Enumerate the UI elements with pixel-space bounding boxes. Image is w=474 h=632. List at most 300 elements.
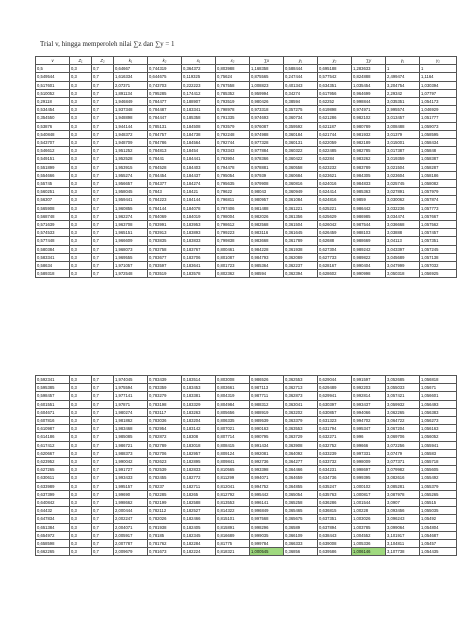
table-cell: 0,781938 (148, 523, 182, 531)
table-cell: 1,948898 (114, 114, 148, 122)
table-cell: 0,7 (92, 163, 114, 171)
table-cell: 0,3 (70, 400, 92, 408)
table-cell: 1,948372 (114, 130, 148, 138)
table-cell: 1,953915 (114, 163, 148, 171)
table-cell: 1,057138 (420, 253, 457, 261)
table-cell: 0,783359 (148, 384, 182, 392)
table-cell: 1,891134 (114, 89, 148, 97)
table-cell: 0,805656 (216, 408, 250, 416)
table-cell: 0,361221 (284, 204, 318, 212)
table-cell: 1,05457 (420, 540, 457, 548)
table-cell: 0,183341 (182, 106, 216, 114)
table-row (36, 540, 457, 548)
table-cell: 1,990042 (114, 458, 148, 466)
table-cell: 0,7 (92, 65, 114, 73)
table-cell: 0,7 (92, 262, 114, 270)
table-cell: 0,630611 (36, 474, 70, 482)
table-cell: 0,784377 (148, 180, 182, 188)
table-cell: 1,008823 (250, 81, 284, 89)
table-cell: 3,067204 (386, 425, 420, 433)
table-cell: 0,3 (70, 490, 92, 498)
table-cell: 0,798612 (216, 221, 250, 229)
table-cell: 1,051777 (420, 114, 457, 122)
table-cell: 0,633732 (318, 458, 352, 466)
table-cell: 0,783597 (148, 262, 182, 270)
table-cell: 0,807021 (216, 425, 250, 433)
table-cell: 0,3 (70, 130, 92, 138)
table-cell: 1,283633 (352, 65, 386, 73)
table-cell: 3,021504 (386, 163, 420, 171)
table-cell: 0,985364 (250, 262, 284, 270)
table-cell: 0,792744 (216, 139, 250, 147)
table-cell: 0,987711 (250, 392, 284, 400)
table-cell: 1 (420, 65, 457, 73)
table-cell: 0,580384 (36, 245, 70, 253)
table-cell: 1,944144 (114, 122, 148, 130)
table-cell: 1,991727 (114, 466, 148, 474)
column-header: x₂ (216, 57, 250, 65)
table-row (36, 499, 457, 507)
table-cell: 0,630397 (318, 400, 352, 408)
table-cell: 1 (386, 65, 420, 73)
table-cell: 0,623952 (36, 458, 70, 466)
table-cell: 0,795054 (216, 171, 250, 179)
table-cell: 0,3 (70, 466, 92, 474)
table-cell: 0,362873 (284, 392, 318, 400)
table-cell: 0,639008 (318, 540, 352, 548)
table-row (36, 171, 457, 179)
column-header: v (36, 57, 70, 65)
table-cell: 1,000102 (352, 482, 386, 490)
table-cell: 0,7 (92, 204, 114, 212)
table-cell: 1,959441 (114, 196, 148, 204)
table-row (36, 433, 457, 441)
table-cell: 0,815101 (216, 515, 250, 523)
table-row (36, 270, 457, 278)
table-cell: 0,3 (70, 253, 92, 261)
table-cell: 0,983262 (352, 155, 386, 163)
table-row (36, 245, 457, 253)
table-cell: 0,182224 (182, 548, 216, 556)
table-cell: 0,99666 (352, 441, 386, 449)
column-header: Z₁ (70, 57, 92, 65)
table-cell: 0,785131 (148, 122, 182, 130)
table-cell: 1,975594 (114, 384, 148, 392)
table-cell: 3,072256 (386, 441, 420, 449)
column-header: ∑y (352, 57, 386, 65)
table-cell: 1,960855 (114, 204, 148, 212)
table-cell: 0,996141 (250, 499, 284, 507)
table-cell: 3,082616 (386, 474, 420, 482)
table-cell: 1,168358 (250, 65, 284, 73)
table-cell: 0,184019 (182, 212, 216, 220)
table-cell: 0,992081 (250, 449, 284, 457)
table-cell: 0,3 (70, 221, 92, 229)
table-cell: 1,057245 (420, 245, 457, 253)
table-cell: 0,7 (92, 466, 114, 474)
table-cell: 0,183514 (182, 376, 216, 384)
table-cell: 0,988669 (352, 237, 386, 245)
table-row (36, 147, 457, 155)
table-cell: 0,183381 (182, 392, 216, 400)
table-cell: 0,998296 (250, 523, 284, 531)
table-cell: 0,7 (92, 548, 114, 556)
table-cell: 0,364277 (284, 458, 318, 466)
table-cell: 0,783913 (148, 229, 182, 237)
table-cell: 0,182345 (182, 531, 216, 539)
table-cell: 0,7 (92, 458, 114, 466)
table-cell: 0,782112 (148, 507, 182, 515)
table-cell: 1,057874 (420, 196, 457, 204)
table-cell: 1,97871 (114, 400, 148, 408)
table-cell: 0,7 (92, 376, 114, 384)
table-cell: 0,361084 (284, 196, 318, 204)
table-cell: 0,364855 (284, 482, 318, 490)
table-row (36, 139, 457, 147)
table-cell: 0,183706 (182, 253, 216, 261)
table-cell: 0,365054 (284, 490, 318, 498)
table-cell: 0,362237 (284, 262, 318, 270)
table-cell: 0,617412 (36, 441, 70, 449)
table-cell: 0,182895 (182, 458, 216, 466)
table-cell: 0,182772 (182, 474, 216, 482)
table-cell: 0,815891 (216, 523, 250, 531)
table-cell: 0,183329 (182, 400, 216, 408)
table-cell: 3,030062 (386, 196, 420, 204)
table-cell: 0,977328 (250, 139, 284, 147)
table-cell: 0,824888 (352, 73, 386, 81)
table-cell: 1,616334 (114, 73, 148, 81)
table-cell: 0,992203 (352, 384, 386, 392)
table-row (36, 122, 457, 130)
table-cell: 0,621187 (318, 122, 352, 130)
table-cell: 0,183204 (182, 417, 216, 425)
table-cell: 0,182284 (182, 540, 216, 548)
table-cell: 0,34274 (284, 89, 318, 97)
table-cell: 0,635247 (318, 482, 352, 490)
table-cell: 0,3 (70, 540, 92, 548)
table-cell: 3,015001 (386, 139, 420, 147)
table-cell: 0,362553 (284, 376, 318, 384)
table-row (36, 408, 457, 416)
table-cell: 0,7843 (148, 188, 182, 196)
table-cell: 0,783198 (148, 400, 182, 408)
table-cell: 0,629489 (318, 384, 352, 392)
table-cell: 0,7 (92, 114, 114, 122)
table-cell: 1,983468 (114, 425, 148, 433)
table-cell: 1,056273 (420, 417, 457, 425)
table-cell: 0,7 (92, 147, 114, 155)
table-cell: 0,3 (70, 180, 92, 188)
table-cell: 0,988919 (250, 408, 284, 416)
table-cell: 0,7 (92, 523, 114, 531)
table-cell: 1,971057 (114, 262, 148, 270)
table-cell: 2,29342 (386, 89, 420, 97)
table-cell: 1,054435 (420, 548, 457, 556)
table-cell: 1,003785 (352, 523, 386, 531)
table-row (36, 221, 457, 229)
table-cell: 3,036668 (386, 221, 420, 229)
table-cell: 3,085281 (386, 482, 420, 490)
table-row (36, 163, 457, 171)
table-cell: 0,986985 (352, 212, 386, 220)
table-cell: 0,3 (70, 270, 92, 278)
table-cell: 1,974045 (114, 376, 148, 384)
table-cell: 0,38594 (284, 98, 318, 106)
table-row (36, 474, 457, 482)
table-cell: 0,3 (70, 147, 92, 155)
table-cell: 3,059932 (386, 400, 420, 408)
table-cell: 0,3 (70, 122, 92, 130)
table-cell: 0,354550 (36, 114, 70, 122)
table-cell: 0,7 (92, 106, 114, 114)
table-cell: 0,783991 (148, 221, 182, 229)
table-cell: 0,361504 (284, 221, 318, 229)
table-cell: 0,588444 (284, 65, 318, 73)
table-cell: 3,008488 (386, 122, 420, 130)
table-cell: 0,7 (92, 384, 114, 392)
table-cell: 0,795285 (148, 89, 182, 97)
table-cell: 0,184437 (182, 171, 216, 179)
table-cell: 0,549151 (36, 155, 70, 163)
table-cell: 0,626459 (318, 229, 352, 237)
table-cell: 1,058434 (420, 139, 457, 147)
table-cell: 0,794478 (216, 163, 250, 171)
table-cell: 0,3 (70, 474, 92, 482)
table-cell: 0,793904 (216, 155, 250, 163)
table-row (36, 65, 457, 73)
table-cell: 0,783439 (148, 376, 182, 384)
table-cell: 1,05515 (420, 499, 457, 507)
table-cell: 0,7 (92, 270, 114, 278)
table-cell: 2,004071 (114, 523, 148, 531)
table-cell: 0,784477 (148, 98, 182, 106)
table-cell: 0,183142 (182, 425, 216, 433)
table-cell: 1,981862 (114, 417, 148, 425)
table-cell: 0,3 (70, 204, 92, 212)
table-cell: 0,64667 (114, 65, 148, 73)
table-cell: 0,78185 (148, 531, 182, 539)
table-cell: 0,637894 (318, 523, 352, 531)
table-cell: 3,069706 (386, 433, 420, 441)
table-cell: 0,3 (70, 229, 92, 237)
table-cell: 1,968073 (114, 245, 148, 253)
table-cell: 0,3 (70, 507, 92, 515)
table-cell: 0,9859 (352, 196, 386, 204)
table-cell: 0,247444 (284, 73, 318, 81)
table-cell: 1,995157 (114, 482, 148, 490)
table-row (36, 98, 457, 106)
table-cell: 0,781762 (148, 540, 182, 548)
table-cell: 0,3 (70, 155, 92, 163)
table-cell: 1,05848 (420, 147, 457, 155)
column-header: k₁ (114, 57, 148, 65)
table-cell: 3,034474 (386, 212, 420, 220)
table-cell: 0,7 (92, 89, 114, 97)
table-cell: 1,977141 (114, 392, 148, 400)
table-cell: 0,18265 (182, 490, 216, 498)
table-cell: 1,05671 (420, 384, 457, 392)
table-cell: 0,978881 (250, 163, 284, 171)
table-cell: 0,7 (92, 449, 114, 457)
table-cell: 0,7 (92, 98, 114, 106)
table-cell: 0,982026 (250, 212, 284, 220)
table-cell: 0,996849 (250, 507, 284, 515)
table-cell: 0,182527 (182, 507, 216, 515)
table-cell: 0,188907 (182, 98, 216, 106)
table-cell: 0,623621 (318, 171, 352, 179)
table-cell: 0,3 (70, 139, 92, 147)
table-row (36, 106, 457, 114)
table-cell: 1,058287 (420, 163, 457, 171)
table-cell: 0,625629 (318, 212, 352, 220)
table-cell: 1,035454 (352, 81, 386, 89)
table-cell: 0,401343 (284, 81, 318, 89)
table-cell: 0,980789 (352, 122, 386, 130)
table-cell: 0,7 (92, 155, 114, 163)
table-cell: 0,624816 (318, 196, 352, 204)
table-cell: 3,043397 (386, 245, 420, 253)
table-cell: 0,875565 (250, 73, 284, 81)
table-cell: 0,174412 (182, 89, 216, 97)
table-cell: 0,808415 (216, 441, 250, 449)
table-cell: 0,994066 (352, 408, 386, 416)
table-cell: 0,959994 (250, 89, 284, 97)
table-cell: 0,622485 (318, 147, 352, 155)
table-cell: 0,55745 (36, 180, 70, 188)
table-cell: 0,985363 (352, 188, 386, 196)
table-cell: 0,784454 (148, 171, 182, 179)
table-cell: 3,07479 (386, 449, 420, 457)
table-cell: 3,019359 (386, 155, 420, 163)
column-header: γ₁ (386, 57, 420, 65)
table-cell: 0,784069 (148, 212, 182, 220)
table-cell: 0,3 (70, 81, 92, 89)
table-cell: 0,7 (92, 531, 114, 539)
table-cell: 0,183767 (182, 245, 216, 253)
table-cell: 0,184078 (182, 204, 216, 212)
table-cell: 0,801723 (216, 262, 250, 270)
table-cell: 0,973318 (250, 106, 284, 114)
table-cell: 1,946849 (114, 98, 148, 106)
table-cell: 0,982568 (250, 221, 284, 229)
table-cell: 0,365258 (284, 499, 318, 507)
table-row (36, 229, 457, 237)
table-cell: 0,997331 (352, 449, 386, 457)
table-cell: 0,813553 (216, 499, 250, 507)
table-cell: 0,986526 (250, 376, 284, 384)
table-cell: 1,056383 (420, 408, 457, 416)
table-cell: 1,980274 (114, 408, 148, 416)
table-cell: 0,554666 (36, 171, 70, 179)
table-cell: 1,966609 (114, 237, 148, 245)
table-cell: 0,7 (92, 73, 114, 81)
table-cell: 0,990163 (250, 425, 284, 433)
table-cell: 0,651384 (36, 523, 70, 531)
table-cell: 0,984228 (250, 245, 284, 253)
table-cell: 0,782285 (148, 490, 182, 498)
table-cell: 0,983116 (250, 229, 284, 237)
table-cell: 0,793579 (216, 122, 250, 130)
table-row (36, 458, 457, 466)
table-cell: 0,784223 (148, 196, 182, 204)
table-cell: 0,360131 (284, 139, 318, 147)
table-row (36, 114, 457, 122)
table-cell: 0,3 (70, 163, 92, 171)
table-cell: 2,005917 (114, 531, 148, 539)
table-cell: 0,183578 (182, 270, 216, 278)
table-cell: 0,7 (92, 229, 114, 237)
table-cell: 0,782455 (148, 474, 182, 482)
table-cell: 1,055605 (420, 466, 457, 474)
table-cell: 0,785352 (216, 89, 250, 97)
table-cell: 0,577448 (36, 237, 70, 245)
table-cell: 0,360734 (284, 114, 318, 122)
table-cell: 0,986442 (352, 204, 386, 212)
table-cell: 0,119325 (182, 73, 216, 81)
table-cell: 1,962274 (114, 212, 148, 220)
table-cell: 0,184738 (182, 130, 216, 138)
table-cell: 1,055265 (420, 490, 457, 498)
table-cell: 0,803008 (216, 376, 250, 384)
table-cell: 1,972548 (114, 270, 148, 278)
table-cell: 0,621744 (318, 130, 352, 138)
table-cell: 0,571639 (36, 221, 70, 229)
table-cell: 0,800461 (216, 245, 250, 253)
table-cell: 0,809841 (216, 458, 250, 466)
table-cell: 1,001544 (352, 499, 386, 507)
table-cell: 0,993398 (250, 466, 284, 474)
table-cell: 0,658598 (36, 540, 70, 548)
table-cell: 0,782789 (148, 441, 182, 449)
table-cell: 0,366109 (284, 531, 318, 539)
table-cell: 0,360949 (284, 188, 318, 196)
table-cell: 3,047999 (386, 262, 420, 270)
table-cell: 3,0907 (386, 499, 420, 507)
table-cell: 0,989822 (352, 253, 386, 261)
table-cell: 1,05492 (420, 515, 457, 523)
table-cell: 0,7 (92, 245, 114, 253)
table-cell: 0,182711 (182, 482, 216, 490)
table-cell: 0,183641 (182, 262, 216, 270)
table-cell: 0,3 (70, 171, 92, 179)
table-cell: 0,583341 (36, 253, 70, 261)
table-cell: 1,965151 (114, 229, 148, 237)
table-cell: 0,364372 (182, 65, 216, 73)
table-cell: 0,632752 (318, 441, 352, 449)
table-cell: 0,3 (70, 548, 92, 556)
table-cell: 1,055941 (420, 441, 457, 449)
table-cell: 0,7 (92, 515, 114, 523)
table-cell: 0,807714 (216, 433, 250, 441)
table-cell: 0,628602 (318, 270, 352, 278)
table-cell: 0,58634 (36, 262, 70, 270)
table-cell: 0,363379 (284, 417, 318, 425)
table-cell: 0,510052 (36, 89, 70, 97)
table-row (36, 196, 457, 204)
table-cell: 0,3 (70, 245, 92, 253)
table-cell: 0,357275 (284, 106, 318, 114)
table-cell: 0,783835 (148, 237, 182, 245)
table-cell: 0,3 (70, 515, 92, 523)
table-cell: 0,795635 (216, 180, 250, 188)
table-cell: 0,3 (70, 262, 92, 270)
table-cell: 0,999784 (250, 540, 284, 548)
table-cell: 0,18421 (182, 188, 216, 196)
table-cell: 0,990795 (250, 433, 284, 441)
table-cell: 0,989539 (250, 417, 284, 425)
table-cell: 0,3 (70, 114, 92, 122)
